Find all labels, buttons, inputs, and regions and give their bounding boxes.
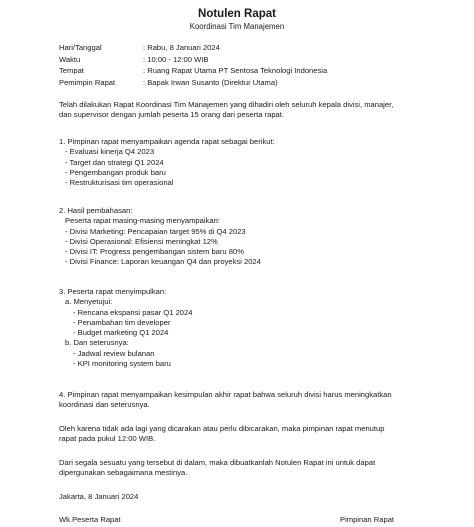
closing-paragraph (59, 424, 419, 445)
paragraph-line: dan supervisor dengan jumlah peserta 15 orang dari peserta rapat. (59, 110, 285, 120)
signature-left-label: Wk.Peserta Rapat (59, 515, 121, 524)
list-item: - Budget marketing Q1 2024 (73, 328, 169, 338)
section-agenda (59, 137, 419, 188)
section-heading: 1. Pimpinan rapat menyampaikan agenda rapat sebagai berikut: (59, 137, 275, 146)
meta-label: Hari/Tanggal (59, 43, 102, 52)
meta-label: Tempat (59, 66, 84, 76)
meta-value: : Ruang Rapat Utama PT Sentosa Teknologi Indonesia (143, 66, 328, 76)
list-item: - Divisi Operasional: Efisiensi meningkat 12% (65, 236, 218, 246)
list-item: - Penambahan tim developer (73, 317, 171, 327)
list-item: - Divisi IT: Progress pengembangan sistem baru 80% (65, 247, 244, 257)
sublist-label: b. Dan seterusnya: (65, 338, 129, 348)
list-item: - KPI monitoring system baru (73, 359, 171, 369)
meta-row-leader (59, 78, 327, 90)
list-item: - Divisi Marketing: Pencapaian target 95% di Q4 2023 (65, 226, 246, 236)
paragraph-line: Telah dilakukan Rapat Koordinasi Tim Manajemen yang dihadiri oleh seluruh kepala divisi, manajer, (59, 100, 394, 109)
list-item: - Jadwal review bulanan (73, 348, 155, 358)
signature-right-label: Pimpinan Rapat (340, 515, 395, 524)
document-subtitle: Koordinasi Tim Manajemen (189, 22, 285, 31)
section-discussion (59, 206, 419, 268)
section-heading: 2. Hasil pembahasan: (59, 206, 133, 215)
intro-paragraph (59, 100, 419, 121)
meta-value: : Bapak Irwan Susanto (Direktur Utama) (143, 77, 278, 87)
list-item: - Rencana ekspansi pasar Q1 2024 (73, 307, 193, 317)
meta-label: Pemimpin Rapat (59, 77, 116, 87)
sublist-label: a. Menyetujui: (65, 297, 113, 307)
section-heading: 3. Peserta rapat menyimpulkan: (59, 287, 167, 296)
place-date: Jakarta, 8 Januari 2024 (59, 492, 139, 501)
meeting-info (59, 43, 327, 89)
closing-statement (59, 458, 419, 479)
list-item: - Pengembangan produk baru (65, 167, 166, 177)
meta-row-place (59, 66, 327, 78)
paragraph-line: 4. Pimpinan rapat menyampaikan kesimpulan akhir rapat bahwa seluruh divisi harus meningkatkan (59, 390, 392, 399)
meta-row-time (59, 55, 327, 67)
paragraph-line: koordinasi dan seterusnya. (59, 400, 150, 410)
meta-row-date (59, 43, 327, 55)
section-final-conclusion (59, 390, 419, 411)
section-conclusion (59, 287, 419, 369)
list-item: - Target dan strategi Q1 2024 (65, 157, 164, 167)
paragraph-line: dipergunakan sebagaimana mestinya. (59, 468, 188, 478)
meta-value: : 10:00 - 12:00 WIB (143, 54, 209, 64)
meta-value: : Rabu, 8 Januari 2024 (143, 43, 220, 52)
document-title: Notulen Rapat (198, 8, 276, 20)
paragraph-line: rapat pada pukul 12:00 WIB. (59, 434, 156, 444)
meta-label: Waktu (59, 54, 81, 64)
list-item: - Divisi Finance: Laporan keuangan Q4 dan proyeksi 2024 (65, 257, 261, 267)
paragraph-line: Dari segala sesuatu yang tersebut di dalam, maka dibuatkanlah Notulen Rapat ini untuk dapat (59, 458, 376, 467)
paragraph-line: Oleh karena tidak ada lagi yang dicarakan atau perlu dibicarakan, maka pimpinan rapat menutup (59, 424, 385, 433)
list-item: - Restrukturisasi tim operasional (65, 178, 174, 188)
section-subheading: Peserta rapat masing-masing menyampaikan: (65, 216, 220, 226)
list-item: - Evaluasi kinerja Q4 2023 (65, 147, 155, 157)
